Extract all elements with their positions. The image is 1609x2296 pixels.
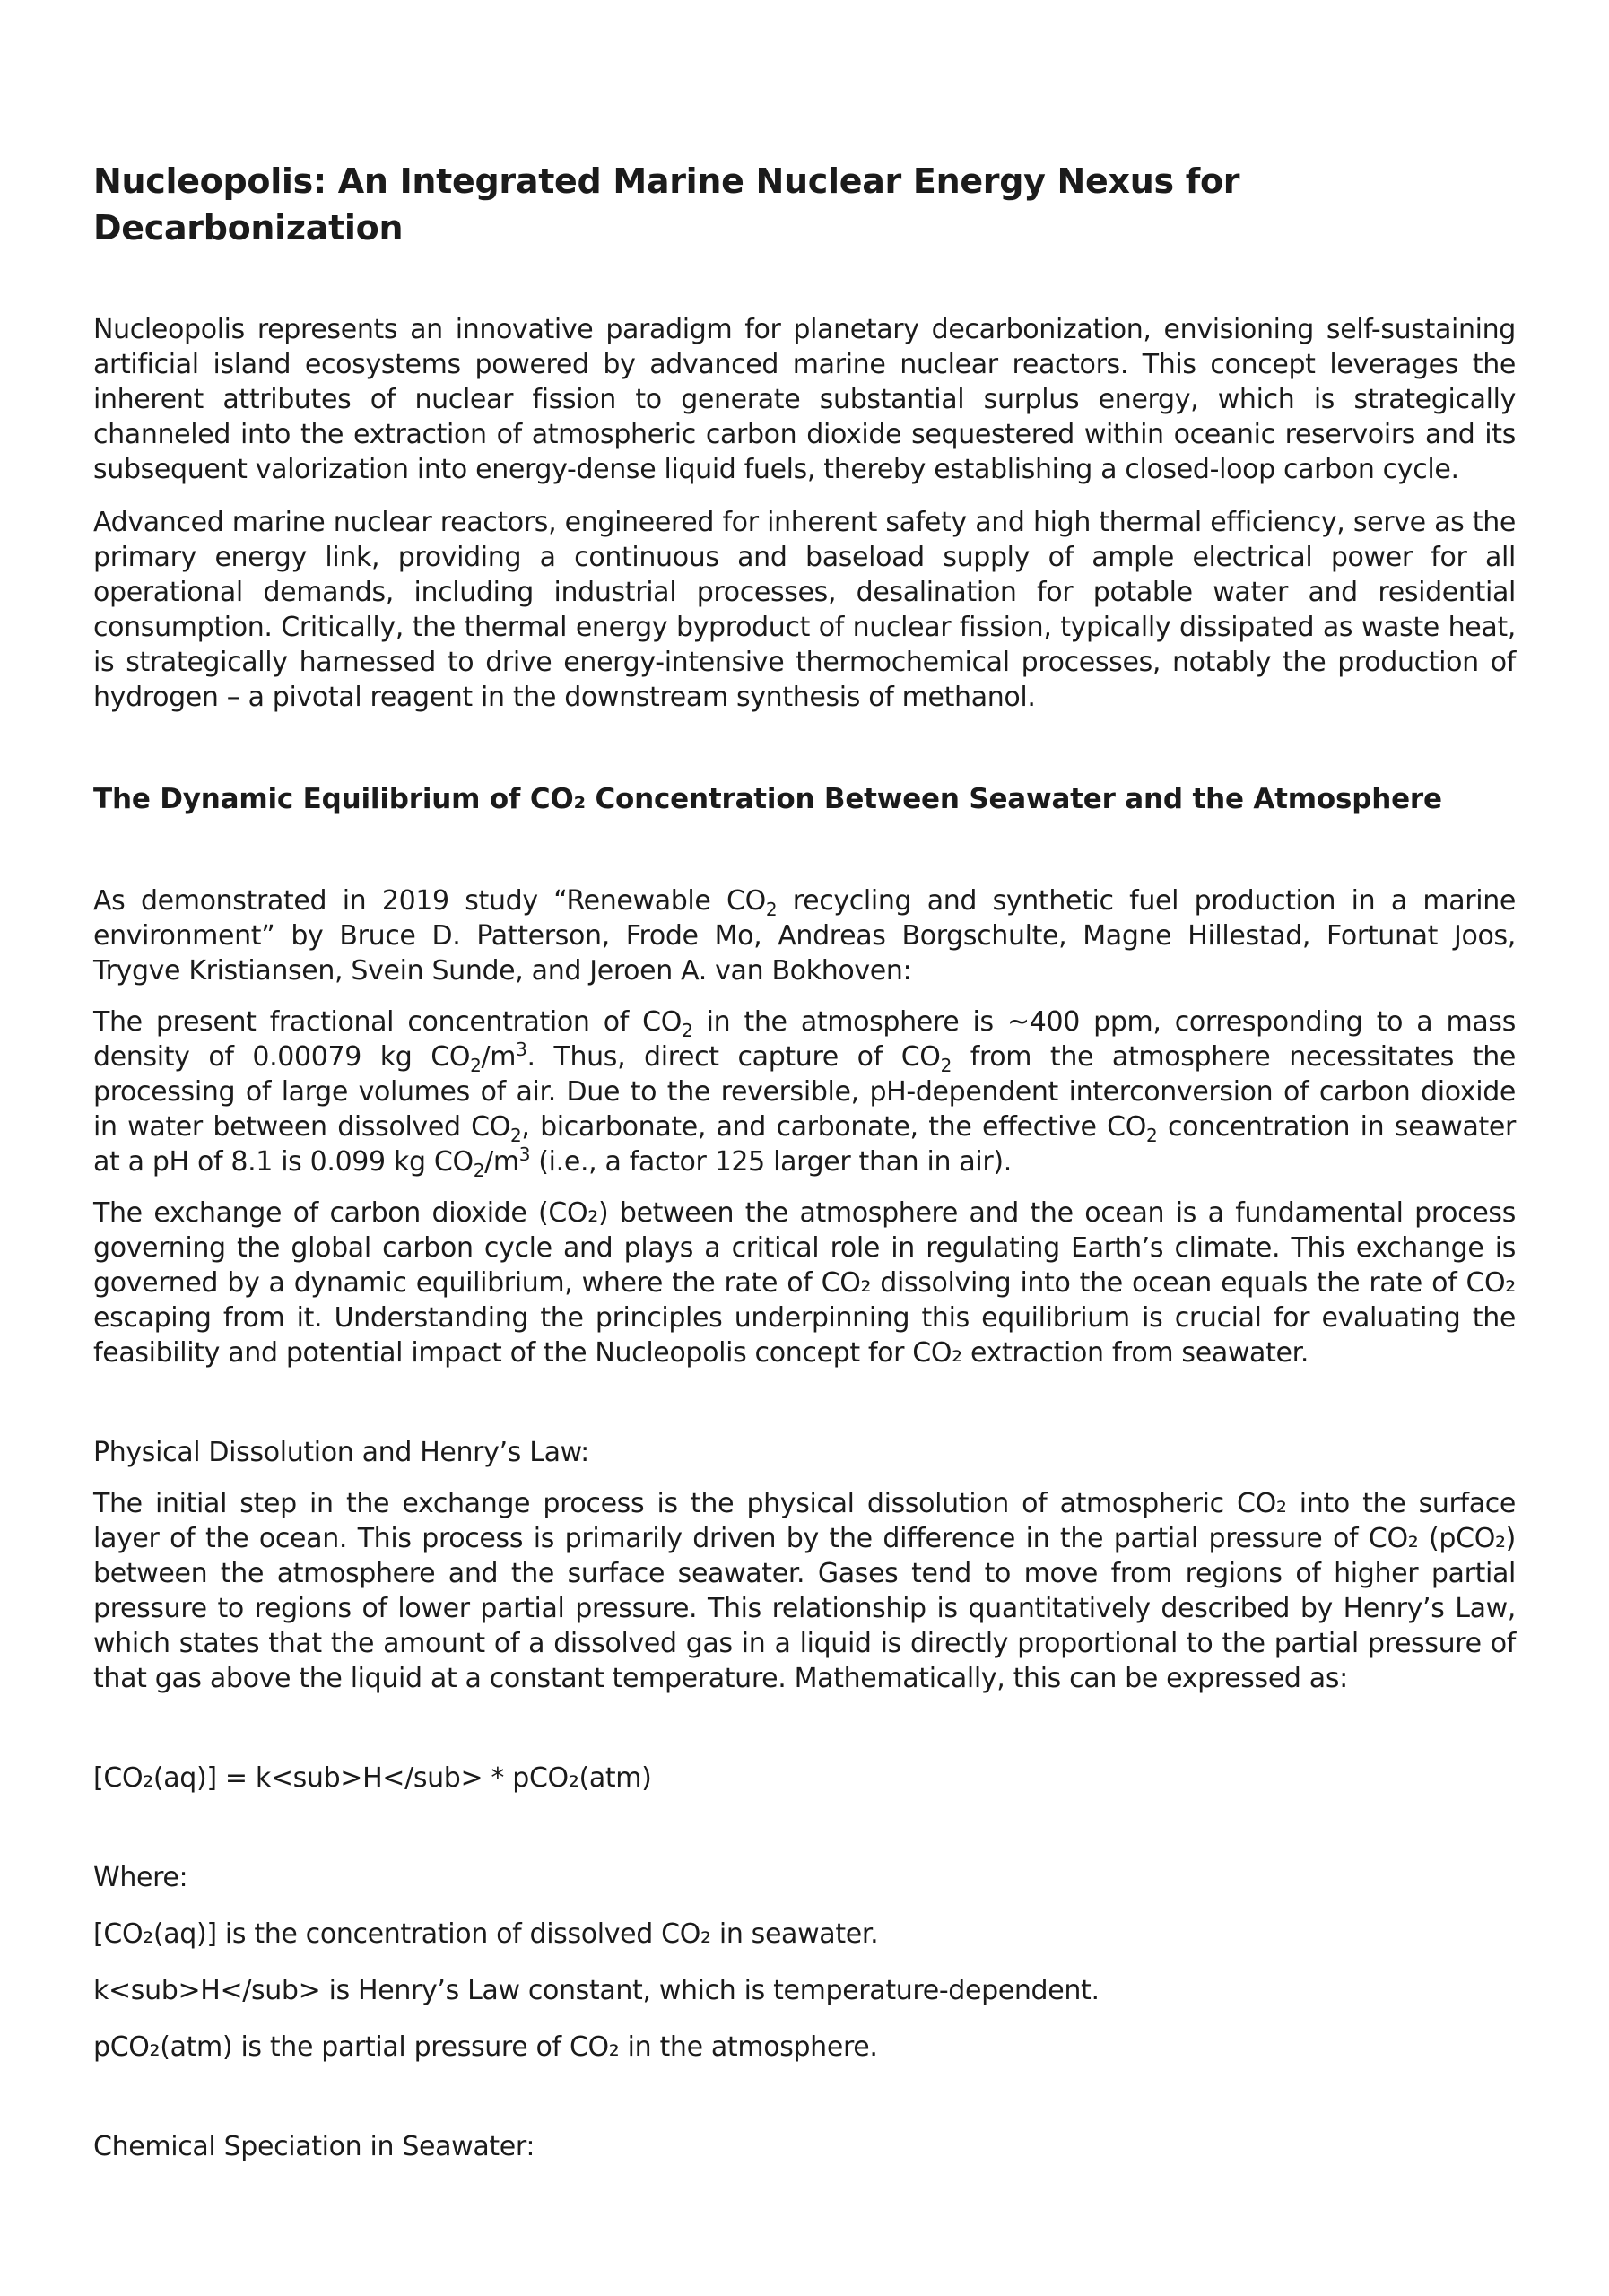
quote-text-1: The present fractional concentration of CO: [93, 1006, 683, 1038]
quote-text-5: from the atmosphere necessitates the processing of large volumes of air. Due to the reversible, pH-dependent interconversion of carbon dioxide in water between dissolved CO: [93, 1041, 1516, 1143]
quote-text-7: concentration in seawater at a pH of 8.1 is 0.099 kg CO: [93, 1111, 1516, 1178]
intro-paragraph-1: Nucleopolis represents an innovative paradigm for planetary decarbonization, envisioning self-sustaining artificial island ecosystems powered by advanced marine nuclear reactors. This concept leverages the inherent attributes of nuclear fission to generate substantial surplus energy, which is strategically channeled into the extraction of atmospheric carbon dioxide sequestered within oceanic reservoirs and its subsequent valorization into energy-dense liquid fuels, thereby establishing a closed-loop carbon cycle.: [93, 314, 1516, 485]
quote-sub-6: 2: [473, 1160, 485, 1181]
quote-text-4: . Thus, direct capture of CO: [526, 1041, 941, 1073]
document-page: [93, 158, 1516, 2164]
where-label: Where:: [93, 1862, 188, 1893]
study-text-2: recycling and synthetic fuel production in a marine environment” by Bruce D. Patterson, Frode Mo, Andreas Borgschulte, Magne Hillestad, Fortunat Joos, Trygve Kristiansen, Svein Sunde, and Jeroen A. van Bokhoven:: [93, 885, 1517, 987]
quote-sup-2: 3: [518, 1144, 531, 1165]
chemical-speciation-heading: Chemical Speciation in Seawater:: [93, 2131, 535, 2162]
quote-text-8: /m: [484, 1146, 519, 1178]
henry-law-formula: [CO₂(aq)] = k<sub>H</sub> * pCO₂(atm): [93, 1762, 652, 1794]
study-sub-1: 2: [765, 899, 778, 920]
henry-law-paragraph: The initial step in the exchange process is the physical dissolution of atmospheric CO₂ into the surface layer of the ocean. This process is primarily driven by the difference in the partial pressure of CO₂ (pCO₂) between the atmosphere and the surface seawater. Gases tend to move from regions of higher partial pressure to regions of lower partial pressure. This relationship is quantitatively described by Henry’s Law, which states that the amount of a dissolved gas in a liquid is directly proportional to the partial pressure of that gas above the liquid at a constant temperature. Mathematically, this can be expressed as:: [93, 1488, 1516, 1694]
exchange-paragraph: The exchange of carbon dioxide (CO₂) between the atmosphere and the ocean is a fundamental process governing the global carbon cycle and plays a critical role in regulating Earth’s climate. This exchange is governed by a dynamic equilibrium, where the rate of CO₂ dissolving into the ocean equals the rate of CO₂ escaping from it. Understanding the principles underpinning this equilibrium is crucial for evaluating the feasibility and potential impact of the Nucleopolis concept for CO₂ extraction from seawater.: [93, 1197, 1516, 1369]
quote-sub-1: 2: [682, 1020, 693, 1041]
quote-sub-3: 2: [940, 1055, 952, 1076]
quote-text-6: , bicarbonate, and carbonate, the effective CO: [521, 1111, 1147, 1143]
document-title: Nucleopolis: An Integrated Marine Nuclear Energy Nexus for Decarbonization: [93, 161, 1240, 248]
henry-law-heading: Physical Dissolution and Henry’s Law:: [93, 1437, 589, 1468]
study-citation-paragraph: [93, 883, 1516, 988]
quote-sub-5: 2: [1146, 1125, 1158, 1146]
quote-sup-1: 3: [516, 1039, 527, 1060]
study-text-1: As demonstrated in 2019 study “Renewable CO: [93, 885, 766, 917]
quote-text-2: in the atmosphere is ~400 ppm, corresponding to a mass density of 0.00079 kg CO: [93, 1006, 1516, 1073]
definition-henry-constant: k<sub>H</sub> is Henry’s Law constant, which is temperature-dependent.: [93, 1975, 1100, 2006]
section-heading: The Dynamic Equilibrium of CO₂ Concentration Between Seawater and the Atmosphere: [93, 783, 1442, 815]
intro-paragraph-2: Advanced marine nuclear reactors, engineered for inherent safety and high thermal efficiency, serve as the primary energy link, providing a continuous and baseload supply of ample electrical power for all operational demands, including industrial processes, desalination for potable water and residential consumption. Critically, the thermal energy byproduct of nuclear fission, typically dissipated as waste heat, is strategically harnessed to drive energy-intensive thermochemical processes, notably the production of hydrogen – a pivotal reagent in the downstream synthesis of methanol.: [93, 507, 1516, 713]
quote-sub-4: 2: [510, 1125, 522, 1146]
quote-sub-2: 2: [470, 1055, 482, 1076]
quote-text-9: (i.e., a factor 125 larger than in air).: [530, 1146, 1012, 1178]
definition-concentration: [CO₂(aq)] is the concentration of dissolved CO₂ in seawater.: [93, 1918, 879, 1950]
definition-partial-pressure: pCO₂(atm) is the partial pressure of CO₂ in the atmosphere.: [93, 2031, 878, 2063]
quote-text-3: /m: [481, 1041, 517, 1073]
quoted-passage: [93, 1004, 1516, 1179]
